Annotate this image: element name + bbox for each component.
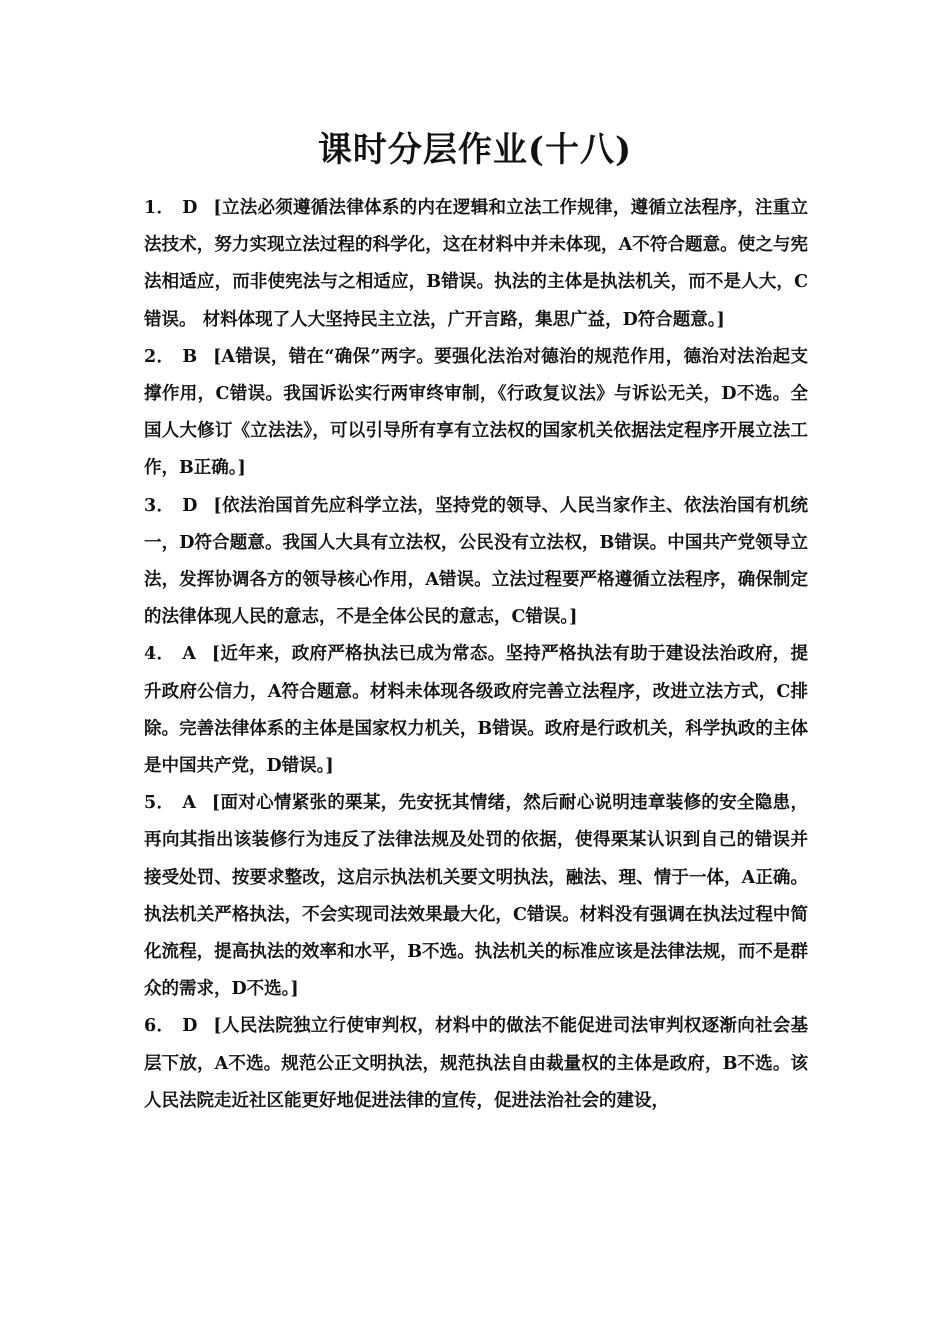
answer-item-5 bbox=[144, 785, 808, 1008]
answer-explanation: [面对心情紧张的栗某，先安抚其情绪，然后耐心说明违章装修的安全隐患，再向其指出该装修行为违反了法律法规及处罚的依据，使得栗某认识到自己的错误并接受处罚、按要求整改，这启示执法机关要文明执法，融法、理、情于一体，A正确。执法机关严格执法，不会实现司法效果最大化，C错误。材料没有强调在执法过程中简化流程，提高执法的效率和水平，B不选。执法机关的标准应该是法律法规，而不是群众的需求，D不选。] bbox=[144, 793, 808, 1000]
answer-letter: B bbox=[182, 346, 198, 367]
answer-letter: A bbox=[182, 793, 196, 814]
answer-explanation: [近年来，政府严格执法已成为常态。坚持严格执法有助于建设法治政府，提升政府公信力，A符合题意。材料未体现各级政府完善立法程序，改进立法方式，C排除。完善法律体系的主体是国家权力机关，B错误。政府是行政机关，科学执政的主体是中国共产党，D错误。] bbox=[144, 644, 808, 777]
answer-number: 5． bbox=[144, 793, 175, 814]
answer-number: 6． bbox=[144, 1016, 175, 1037]
answer-explanation: [A错误，错在“确保”两字。要强化法治对德治的规范作用，德治对法治起支撑作用，C错误。我国诉讼实行两审终审制，《行政复议法》与诉讼无关，D不选。全国人大修订《立法法》，可以引导所有享有立法权的国家机关依据法定程序开展立法工作，B正确。] bbox=[144, 346, 808, 479]
answer-item-4 bbox=[144, 636, 808, 785]
answer-letter: D bbox=[182, 198, 198, 218]
answer-number: 3． bbox=[144, 495, 175, 516]
answer-number: 1． bbox=[144, 198, 175, 218]
answer-list bbox=[144, 190, 808, 1120]
answer-explanation: [人民法院独立行使审判权，材料中的做法不能促进司法审判权逐渐向社会基层下放，A不选。规范公正文明执法，规范执法自由裁量权的主体是政府，B不选。该人民法院走近社区能更好地促进法律的宣传，促进法治社会的建设， bbox=[144, 1016, 808, 1111]
answer-number: 4． bbox=[144, 644, 175, 665]
answer-explanation: [立法必须遵循法律体系的内在逻辑和立法工作规律，遵循立法程序，注重立法技术，努力实现立法过程的科学化，这在材料中并未体现，A不符合题意。使之与宪法相适应，而非使宪法与之相适应，B错误。执法的主体是执法机关，而不是人大，C错误。 材料体现了人大坚持民主立法，广开言路，集思广益，D符合题意。] bbox=[144, 198, 808, 330]
answer-number: 2． bbox=[144, 346, 175, 367]
answer-item-1 bbox=[144, 190, 808, 339]
page-title: 课时分层作业(十八) bbox=[317, 130, 633, 170]
answer-letter: D bbox=[182, 1016, 198, 1037]
answer-item-6 bbox=[144, 1008, 808, 1120]
answer-explanation: [依法治国首先应科学立法，坚持党的领导、人民当家作主、依法治国有机统一，D符合题意。我国人大具有立法权，公民没有立法权，B错误。中国共产党领导立法，发挥协调各方的领导核心作用，A错误。立法过程要严格遵循立法程序，确保制定的法律体现人民的意志，不是全体公民的意志，C错误。] bbox=[144, 495, 808, 628]
answer-item-3 bbox=[144, 488, 808, 637]
answer-letter: D bbox=[182, 495, 198, 516]
answer-item-2 bbox=[144, 339, 808, 488]
answer-letter: A bbox=[182, 644, 196, 665]
